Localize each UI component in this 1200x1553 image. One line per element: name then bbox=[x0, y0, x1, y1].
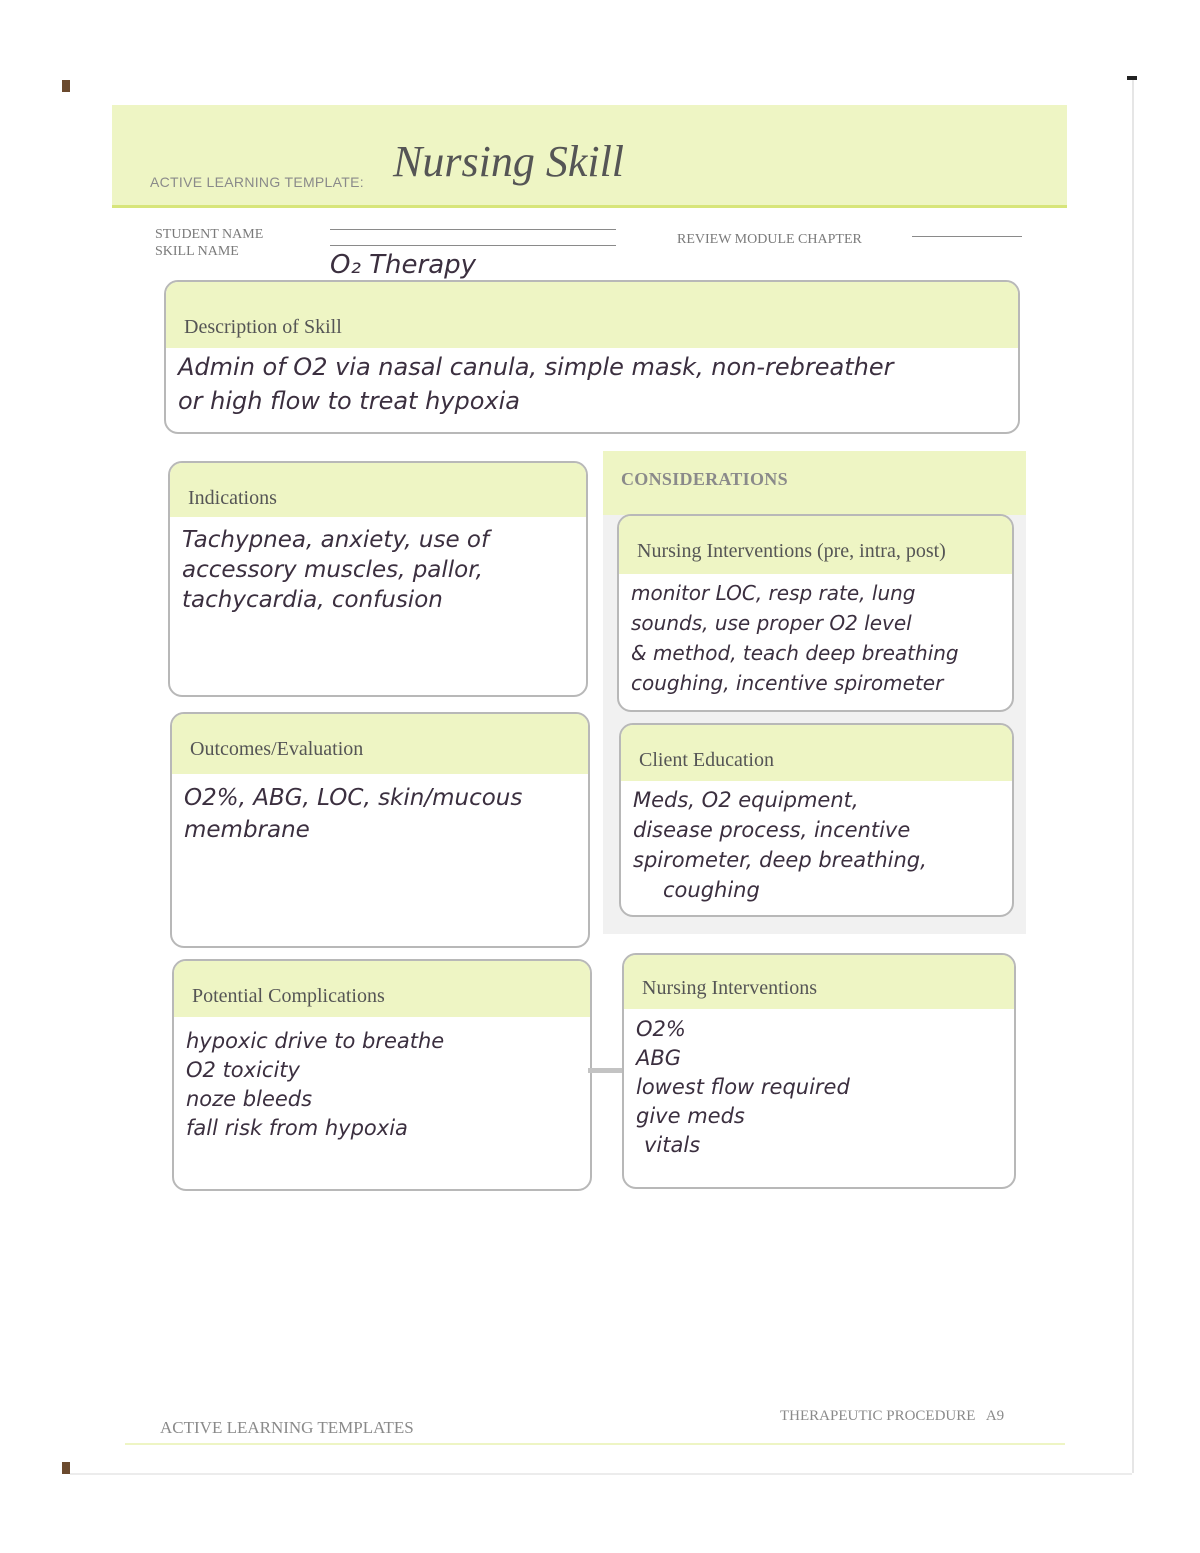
template-label: ACTIVE LEARNING TEMPLATE: bbox=[150, 174, 364, 190]
considerations-heading: CONSIDERATIONS bbox=[603, 451, 1026, 515]
complications-line: hypoxic drive to breathe bbox=[186, 1029, 445, 1053]
student-name-line bbox=[330, 229, 616, 230]
nursing-interventions-title: Nursing Interventions bbox=[624, 955, 1014, 1009]
nursing-interventions-card bbox=[622, 953, 1016, 1189]
nursing-interventions-pre-line: coughing, incentive spirometer bbox=[631, 671, 944, 695]
nursing-interventions-pre-title: Nursing Interventions (pre, intra, post) bbox=[619, 516, 1012, 574]
skill-name-value: O₂ Therapy bbox=[330, 250, 477, 280]
indications-line: tachycardia, confusion bbox=[182, 587, 443, 613]
outcomes-line: membrane bbox=[184, 817, 310, 843]
nursing-interventions-text bbox=[624, 1009, 1014, 1160]
template-title: Nursing Skill bbox=[393, 137, 625, 186]
outcomes-card bbox=[170, 712, 590, 948]
description-title: Description of Skill bbox=[166, 282, 1018, 348]
client-education-line: spirometer, deep breathing, bbox=[633, 848, 927, 872]
outcomes-line: O2%, ABG, LOC, skin/mucous bbox=[184, 785, 523, 811]
skill-name-line bbox=[330, 245, 616, 246]
description-text bbox=[166, 348, 1018, 418]
skill-name-label: SKILL NAME bbox=[155, 244, 239, 259]
nursing-interventions-line: O2% bbox=[636, 1017, 686, 1041]
client-education-line: Meds, O2 equipment, bbox=[633, 788, 859, 812]
client-education-text bbox=[621, 781, 1012, 905]
complications-line: fall risk from hypoxia bbox=[186, 1116, 408, 1140]
corner-mark-bottom bbox=[62, 1462, 70, 1474]
card-connector bbox=[588, 1068, 624, 1073]
nursing-interventions-pre-line: & method, teach deep breathing bbox=[631, 641, 959, 665]
review-module-label: REVIEW MODULE CHAPTER bbox=[677, 232, 862, 247]
indications-card bbox=[168, 461, 588, 697]
complications-line: noze bleeds bbox=[186, 1087, 313, 1111]
client-education-line: disease process, incentive bbox=[633, 818, 911, 842]
indications-line: Tachypnea, anxiety, use of bbox=[182, 527, 490, 553]
review-module-line bbox=[912, 236, 1022, 237]
description-line: Admin of O2 via nasal canula, simple mask, non-rebreather bbox=[178, 353, 894, 381]
nursing-interventions-pre-line: sounds, use proper O2 level bbox=[631, 611, 912, 635]
nursing-interventions-line: ABG bbox=[636, 1046, 682, 1070]
nursing-interventions-pre-card bbox=[617, 514, 1014, 712]
complications-line: O2 toxicity bbox=[186, 1058, 300, 1082]
footer-left-text: ACTIVE LEARNING TEMPLATES bbox=[160, 1418, 414, 1437]
complications-title: Potential Complications bbox=[174, 961, 590, 1017]
complications-card bbox=[172, 959, 592, 1191]
nursing-interventions-line: give meds bbox=[636, 1104, 745, 1128]
nursing-interventions-line: lowest flow required bbox=[636, 1075, 850, 1099]
nursing-interventions-pre-text bbox=[619, 574, 1012, 698]
indications-text bbox=[170, 517, 586, 615]
description-line: or high flow to treat hypoxia bbox=[178, 387, 520, 415]
corner-mark-top bbox=[62, 80, 70, 92]
description-card bbox=[164, 280, 1020, 434]
complications-text bbox=[174, 1017, 590, 1143]
client-education-card bbox=[619, 723, 1014, 917]
footer-right-text: THERAPEUTIC PROCEDURE A9 bbox=[780, 1408, 1005, 1424]
nursing-interventions-pre-line: monitor LOC, resp rate, lung bbox=[631, 581, 916, 605]
client-education-line: coughing bbox=[663, 878, 760, 902]
indications-title: Indications bbox=[170, 463, 586, 517]
client-education-title: Client Education bbox=[621, 725, 1012, 781]
outcomes-text bbox=[172, 774, 588, 846]
student-name-label: STUDENT NAME bbox=[155, 227, 264, 242]
outcomes-title: Outcomes/Evaluation bbox=[172, 714, 588, 774]
nursing-interventions-line: vitals bbox=[644, 1133, 701, 1157]
footer-rule bbox=[125, 1443, 1065, 1445]
indications-line: accessory muscles, pallor, bbox=[182, 557, 483, 583]
